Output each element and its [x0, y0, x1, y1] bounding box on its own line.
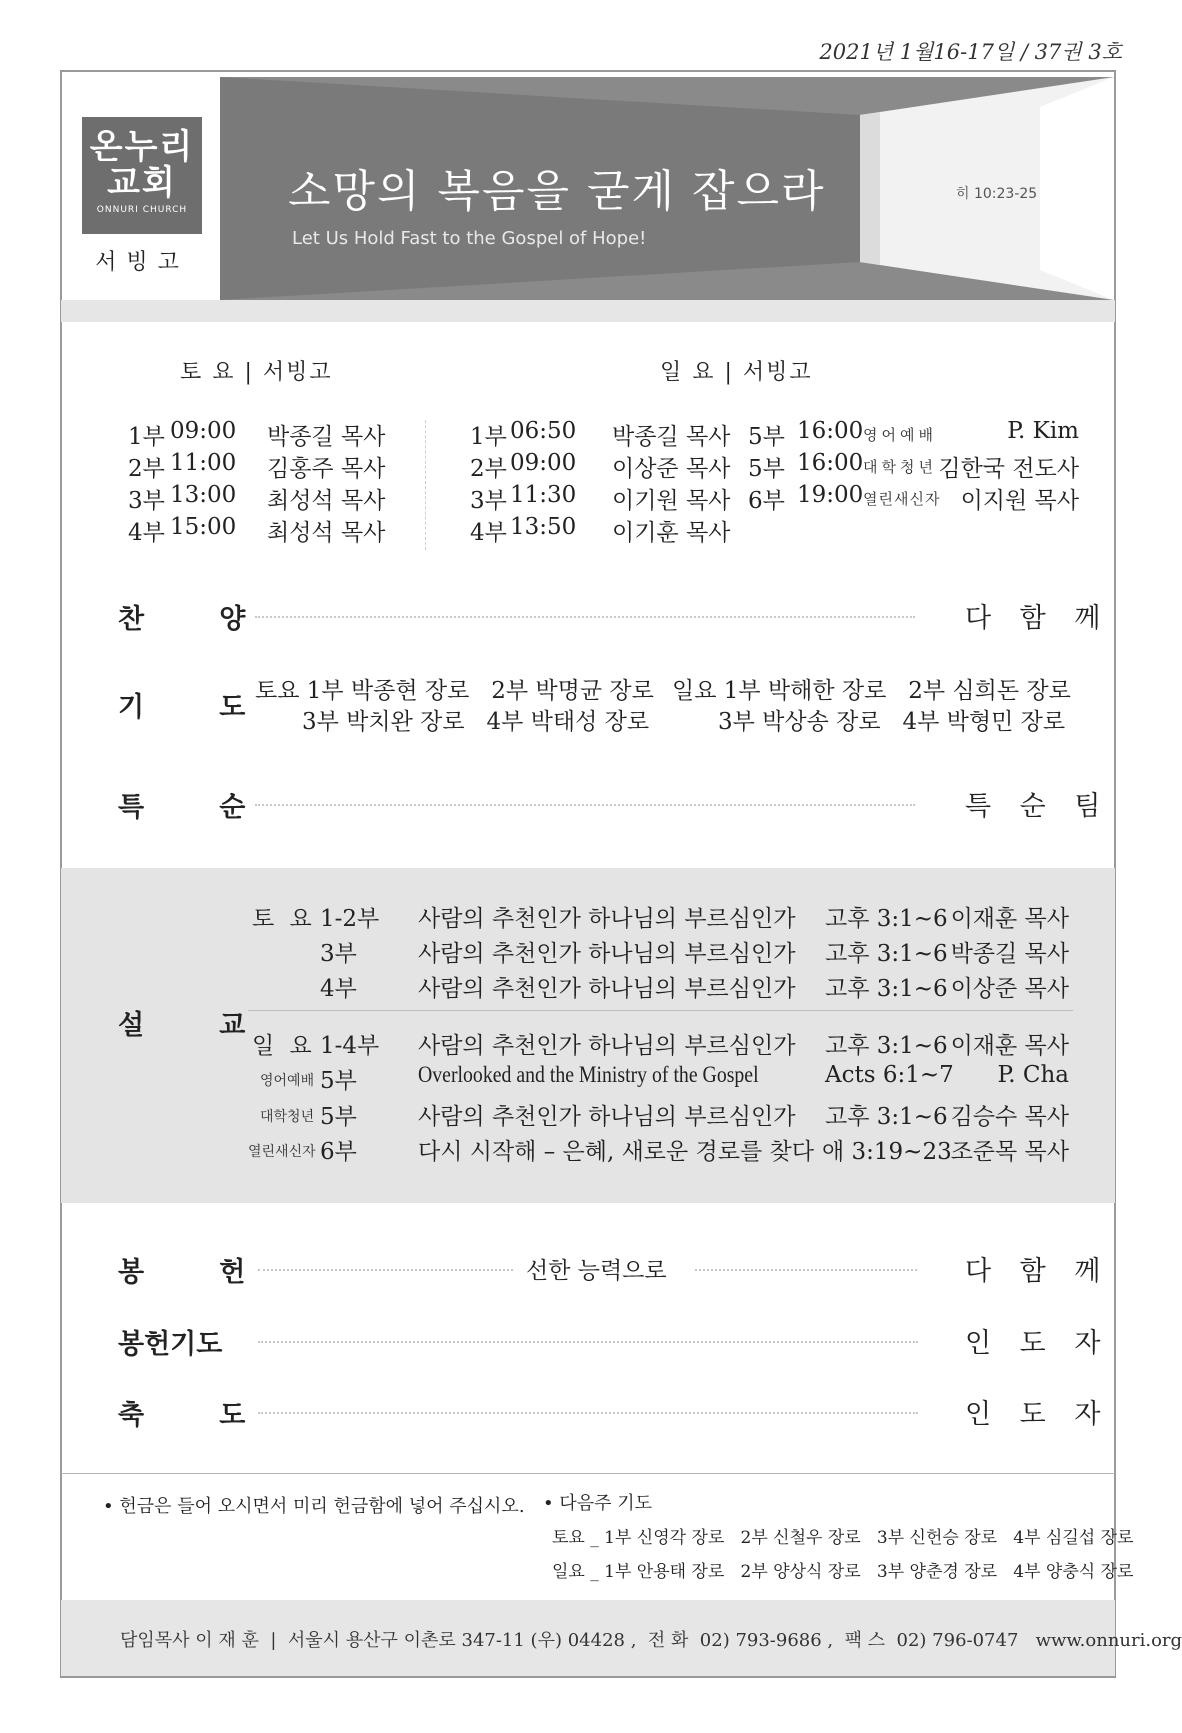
service-pastor: 박종길 목사 — [267, 424, 386, 450]
sermon-divider — [248, 1010, 1073, 1011]
next-week-prayer-heading: • 다음주 기도 — [543, 1493, 653, 1514]
leader-dots — [258, 1269, 513, 1271]
service-time: 11:30 — [510, 482, 577, 508]
next-week-saturday: 토요 _ 1부 신영각 장로 2부 신철우 장로 3부 신헌승 장로 4부 심길섭 장로 — [552, 1528, 1134, 1548]
sermon-title: 사람의 추천인가 하나님의 부르심인가 — [418, 976, 796, 1002]
sermon-pastor: 조준목 목사 — [950, 1139, 1069, 1165]
sermon-title: 사람의 추천인가 하나님의 부르심인가 — [418, 941, 796, 967]
service-pastor: 최성석 목사 — [267, 488, 386, 514]
banner-scripture-ref: 히 10:23-25 — [956, 186, 1038, 202]
service-part: 3부 — [470, 488, 507, 514]
service-part: 3부 — [128, 488, 165, 514]
offering-song: 선한 능력으로 — [526, 1258, 667, 1284]
sermon-part: 6부 — [320, 1139, 357, 1165]
prayer-label: 기 도 — [118, 692, 246, 723]
sermon-part: 5부 — [320, 1104, 357, 1130]
service-part: 2부 — [470, 456, 507, 482]
service-part: 4부 — [128, 520, 165, 546]
service-time: 09:00 — [170, 418, 237, 444]
footer-contact: 담임목사 이 재 훈 | 서울시 용산구 이촌로 347-11 (우) 04428 , 전 화 02) 793-9686 , 팩 스 02) 796-0747 www.onnuri.org — [120, 1630, 1182, 1651]
service-pastor: 이지원 목사 — [960, 488, 1079, 514]
service-pastor: 박종길 목사 — [612, 424, 731, 450]
sermon-ref: Acts 6:1~7 — [825, 1062, 954, 1088]
sermon-ref: 고후 3:1~6 — [825, 941, 948, 967]
issue-date: 2021년 1월16-17일 / 37권 3호 — [819, 40, 1122, 64]
banner-subtitle: Let Us Hold Fast to the Gospel of Hope! — [292, 228, 647, 249]
praise-leader: 다 함 께 — [965, 603, 1111, 634]
header-divider-band — [61, 300, 1115, 322]
sermon-title: Overlooked and the Ministry of the Gospel — [418, 1062, 759, 1087]
prayer-sunday-line2: 3부 박상송 장로 4부 박형민 장로 — [718, 709, 1066, 735]
service-time: 13:00 — [170, 482, 237, 508]
benediction-label: 축 도 — [118, 1400, 246, 1431]
schedule-divider — [425, 420, 426, 550]
service-type: 대학청년 — [863, 458, 937, 476]
offering-note: • 헌금은 들어 오시면서 미리 헌금함에 넣어 주십시오. — [103, 1496, 525, 1517]
sermon-saturday-label: 토 요 — [252, 906, 316, 932]
sermon-service-type: 열린새신자 — [248, 1144, 316, 1160]
special-music-leader: 특 순 팀 — [965, 791, 1111, 822]
leader-dots — [258, 1341, 918, 1343]
service-part: 1부 — [128, 424, 165, 450]
offering-leader: 다 함 께 — [965, 1256, 1111, 1287]
leader-dots — [258, 1412, 918, 1414]
service-time: 06:50 — [510, 418, 577, 444]
notes-divider — [61, 1473, 1115, 1474]
sermon-title: 사람의 추천인가 하나님의 부르심인가 — [418, 1033, 796, 1059]
offering-prayer-leader: 인 도 자 — [965, 1328, 1111, 1359]
sermon-service-type: 영어예배 — [260, 1073, 315, 1089]
sermon-service-type: 대학청년 — [260, 1109, 315, 1125]
sermon-part: 1-4부 — [320, 1033, 380, 1059]
service-time: 13:50 — [510, 514, 577, 540]
service-part: 6부 — [748, 488, 785, 514]
sermon-pastor: 이재훈 목사 — [950, 906, 1069, 932]
service-pastor: 이기원 목사 — [612, 488, 731, 514]
sermon-part: 4부 — [320, 976, 357, 1002]
church-logo — [82, 117, 202, 234]
sermon-pastor: 김승수 목사 — [950, 1104, 1069, 1130]
prayer-saturday-line2: 3부 박치완 장로 4부 박태성 장로 — [302, 709, 650, 735]
service-type: 열린새신자 — [863, 490, 941, 508]
sermon-pastor: 박종길 목사 — [950, 941, 1069, 967]
sermon-ref: 애 3:19~23 — [822, 1139, 952, 1165]
logo-subtext: ONNURI CHURCH — [96, 205, 188, 215]
offering-prayer-label: 봉헌기도 — [118, 1329, 223, 1360]
sermon-title: 다시 시작해 – 은혜, 새로운 경로를 찾다 — [418, 1139, 814, 1165]
service-part: 1부 — [470, 424, 507, 450]
service-pastor: 김홍주 목사 — [267, 456, 386, 482]
benediction-leader: 인 도 자 — [965, 1399, 1111, 1430]
logo-text: 온누리 교회 — [89, 127, 195, 203]
offering-label: 봉 헌 — [118, 1257, 246, 1288]
service-pastor: 이기훈 목사 — [612, 520, 731, 546]
special-music-label: 특 순 — [118, 792, 246, 823]
sermon-part: 3부 — [320, 941, 357, 967]
saturday-heading: 토 요 | 서빙고 — [180, 360, 333, 385]
service-time: 19:00 — [797, 482, 864, 508]
campus-name: 서빙고 — [95, 250, 189, 275]
sermon-sunday-label: 일 요 — [252, 1033, 316, 1059]
service-part: 5부 — [748, 424, 785, 450]
leader-dots — [695, 1269, 917, 1271]
service-type: 영어예배 — [863, 426, 937, 444]
sermon-ref: 고후 3:1~6 — [825, 976, 948, 1002]
sermon-ref: 고후 3:1~6 — [825, 1104, 948, 1130]
sermon-title: 사람의 추천인가 하나님의 부르심인가 — [418, 1104, 796, 1130]
service-time: 09:00 — [510, 450, 577, 476]
service-pastor: P. Kim — [1007, 418, 1079, 444]
prayer-sunday-line1: 일요 1부 박해한 장로 2부 심희돈 장로 — [672, 678, 1071, 704]
sermon-pastor: 이재훈 목사 — [950, 1033, 1069, 1059]
sermon-part: 5부 — [320, 1068, 357, 1094]
next-week-sunday: 일요 _ 1부 안용태 장로 2부 양상식 장로 3부 양춘경 장로 4부 양충식 장로 — [552, 1562, 1134, 1582]
sermon-ref: 고후 3:1~6 — [825, 906, 948, 932]
banner-title: 소망의 복음을 굳게 잡으라 — [288, 166, 826, 217]
sermon-part: 1-2부 — [320, 906, 380, 932]
service-pastor: 김한국 전도사 — [938, 456, 1079, 482]
sermon-ref: 고후 3:1~6 — [825, 1033, 948, 1059]
service-pastor: 이상준 목사 — [612, 456, 731, 482]
service-part: 2부 — [128, 456, 165, 482]
sermon-pastor: 이상준 목사 — [950, 976, 1069, 1002]
sunday-heading: 일 요 | 서빙고 — [660, 360, 813, 385]
leader-dots — [255, 804, 915, 806]
service-time: 16:00 — [797, 450, 864, 476]
sermon-label: 설 교 — [118, 1010, 246, 1041]
service-part: 4부 — [470, 520, 507, 546]
sermon-pastor: P. Cha — [997, 1062, 1069, 1088]
service-time: 11:00 — [170, 450, 237, 476]
service-time: 15:00 — [170, 514, 237, 540]
service-part: 5부 — [748, 456, 785, 482]
sermon-title: 사람의 추천인가 하나님의 부르심인가 — [418, 906, 796, 932]
prayer-saturday-line1: 토요 1부 박종현 장로 2부 박명균 장로 — [255, 678, 654, 704]
service-pastor: 최성석 목사 — [267, 520, 386, 546]
praise-label: 찬 양 — [118, 604, 246, 635]
service-time: 16:00 — [797, 418, 864, 444]
leader-dots — [255, 616, 915, 618]
